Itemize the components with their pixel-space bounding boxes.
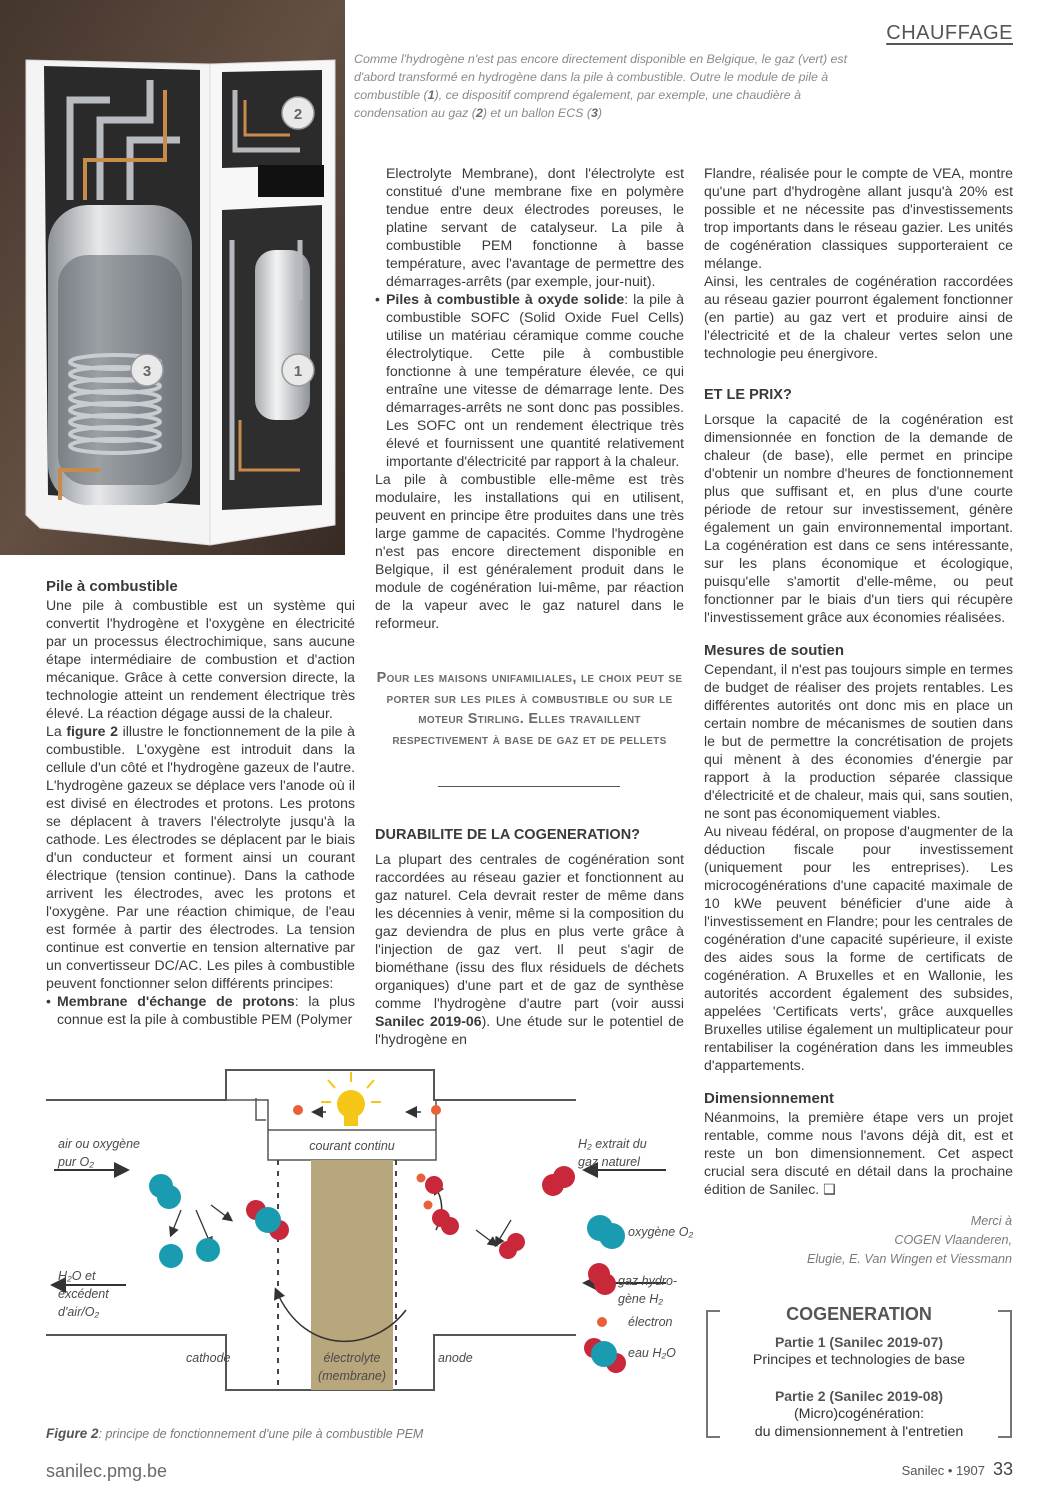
thanks-line: Elugie, E. Van Wingen et Viessmann: [806, 1252, 1012, 1266]
paragraph: Cependant, il n'est pas toujours simple en termes de budget de réaliser des projets rentables. Les différentes autorités ont donc mis en place un certain nombre de mécanismes de soutien dans le but de permettre la concrétisation de projets qui mènent à des économies d'énergie par rapport à la production séparée classique d'électricité et de chaleur, mais qui, sans soutien, ne sont pas économiquement viables.: [704, 661, 1013, 821]
paragraph: Ainsi, les centrales de cogénération raccordées au réseau gazier pourront également fonctionner (en partie) au gaz vert et produire ainsi de l'électricité et de la chaleur vertes selon une technologie peu énergivore.: [704, 273, 1013, 361]
pull-quote-rule: [438, 786, 620, 787]
svg-text:pur O₂: pur O₂: [58, 1155, 95, 1169]
photo-caption: Comme l'hydrogène n'est pas encore directement disponible en Belgique, le gaz (vert) est d'abord transformé en hydrogène dans la pile à combustible. Outre le module de pile à combustible (1), ce dispositif comprend également, par exemple, une chaudière à condensation au gaz (2) et un ballon ECS (3): [354, 52, 848, 120]
issue-label: Sanilec • 1907: [901, 1463, 985, 1478]
svg-text:gaz naturel: gaz naturel: [578, 1155, 640, 1169]
fuel-cell-diagram: [46, 1060, 696, 1420]
column-1: [46, 578, 355, 1028]
page-footer: [902, 1459, 1013, 1480]
bullet-pem: • Membrane d'échange de protons: la plus connue est la pile à combustible PEM (Polymer: [46, 992, 355, 1028]
product-photo: [0, 0, 345, 555]
bullet-list: [375, 290, 684, 470]
heading-pile-combustible: Pile à combustible: [46, 578, 178, 595]
part2-line1: (Micro)cogénération:: [793, 1406, 925, 1422]
heading-prix: ET LE PRIX?: [704, 387, 792, 403]
svg-text:d'air/O₂: d'air/O₂: [58, 1305, 100, 1319]
badge-3: [131, 354, 163, 386]
svg-text:2: 2: [293, 106, 303, 123]
paragraph: Lorsque la capacité de la cogénération est dimensionnée en fonction de la demande de chaleur (de base), elle permet en principe d'obtenir un nombre d'heures de fonctionnement plus que suffisant et, en plus d'une courte période de retour sur investissement, génère également un gain environnemental important. La cogénération est dans ce sens intéressante, sur les plans économique et écologique, puisqu'elle s'amortit d'elle-même, ou peut fonctionner par le biais d'un tiers qui récupère l'investissement grâce aux économies réalisées.: [704, 411, 1013, 625]
column-3: [704, 164, 1013, 1198]
thanks-line: COGEN Vlaanderen,: [894, 1233, 1012, 1247]
svg-text:électron: électron: [628, 1315, 673, 1329]
part2-line2: du dimensionnement à l'entretien: [754, 1424, 964, 1440]
heading-soutien: Mesures de soutien: [704, 642, 845, 659]
column-2-lower: [375, 826, 684, 1048]
website-link[interactable]: sanilec.pmg.be: [46, 1461, 168, 1481]
part1-title: Partie 1 (Sanilec 2019-07): [774, 1334, 944, 1350]
svg-text:H₂ extrait du: H₂ extrait du: [578, 1137, 647, 1151]
paragraph: Au niveau fédéral, on propose d'augmenter de la déduction fiscale pour investissement (uniquement pour les entreprises). Les microcogénérations d'une capacité maximale de 10 kWe peuvent bénéficier d'une aide à l'investissement en Flandre; pour les centrales de cogénération d'une capacité supérieure, il existe des aides sous la forme de certificats de cogénération. A Bruxelles et en Wallonie, les autorités accordent également des subsides, appelées 'Certificats verts', grâce auxquelles Bruxelles utilise également un multiplicateur pour rentabiliser la cogénération dans les immeubles d'appartements.: [704, 823, 1013, 1073]
part1-line: Principes et technologies de base: [752, 1352, 966, 1368]
oxygen-atom: [196, 1238, 220, 1262]
bracket-right: [998, 1310, 1012, 1438]
paragraph: Néanmoins, la première étape vers un projet rentable, comme nous l'avons déjà dit, est et reste un bon dimensionnement. Cet aspect crucial sera discuté en détail dans la prochaine édition de Sanilec. ❑: [704, 1109, 1013, 1197]
svg-text:courant continu: courant continu: [309, 1139, 395, 1153]
series-box: [706, 1306, 1012, 1440]
hydrogen-molecule: [432, 1209, 459, 1235]
bracket-left: [706, 1310, 720, 1438]
svg-text:eau H₂O: eau H₂O: [628, 1346, 676, 1360]
bullet-list: [46, 992, 355, 1028]
badge-1: [282, 354, 314, 386]
legend-hydrogen-icon: [588, 1263, 616, 1295]
paragraph: La plupart des centrales de cogénération sont raccordées au réseau gazier et fonctionnent au gaz naturel. Cela devrait rester de même dans les décennies à venir, même si la composition du gaz deviendra de plus en plus verte grâce à l'injection de gaz vert. Il peut s'agir de biométhane (issu des flux résiduels de déchets organiques) d'une part et de gaz de synthèse comme l'hydrogène d'autre part (voir aussi Sanilec 2019-06). Une étude sur le potentiel de l'hydrogène en: [375, 851, 684, 1047]
svg-text:H₂O et: H₂O et: [58, 1269, 96, 1283]
svg-text:(membrane): (membrane): [317, 1369, 387, 1383]
svg-text:anode: anode: [438, 1351, 473, 1365]
acknowledgements: [760, 1212, 1012, 1269]
oxygen-molecule: [149, 1174, 181, 1209]
paragraph: La pile à combustible elle-même est très modulaire, les installations qui en utilisent, peuvent en principe être produites dans une très large gamme de capacités. Comme l'hydrogène n'est pas encore directement disponible en Belgique, il est généralement produit dans le module de cogénération lui-même, par réaction de la vapeur avec le gaz naturel dans le reformeur.: [375, 471, 684, 631]
svg-text:1: 1: [293, 363, 303, 380]
heading-durabilite: DURABILITE DE LA COGENERATION?: [375, 827, 641, 843]
legend-electron-icon: [597, 1317, 607, 1327]
water-molecule: [246, 1200, 289, 1240]
svg-text:3: 3: [142, 363, 152, 380]
pull-quote: Pour les maisons unifamiliales, le choix peut se porter sur les piles à combustible ou sur le moteur Stirling. Elles travaillent respectivement à base de gaz et de pellets: [376, 670, 683, 748]
column-2: [375, 164, 684, 632]
svg-text:excédent: excédent: [58, 1287, 109, 1301]
paragraph: Une pile à combustible est un système qui convertit l'hydrogène et l'oxygène en électricité par un processus électrochimique, sans aucune étape intermédiaire de combustion et d'action mécanique. Grâce à cette conversion directe, la technologie atteint un rendement électrique très élevé. La réaction dégage aussi de la chaleur.: [46, 597, 355, 721]
hydrogen-molecule: [542, 1166, 575, 1196]
svg-text:gène H₂: gène H₂: [618, 1292, 664, 1306]
svg-text:air ou oxygène: air ou oxygène: [58, 1137, 141, 1151]
series-title: COGENERATION: [786, 1304, 932, 1324]
part2-title: Partie 2 (Sanilec 2019-08): [774, 1388, 944, 1404]
legend-oxygen-icon: [587, 1215, 625, 1249]
thanks-line: Merci à: [970, 1214, 1012, 1228]
oxygen-atom: [159, 1244, 183, 1268]
heading-dimensionnement: Dimensionnement: [704, 1090, 835, 1107]
legend-water-icon: [584, 1338, 626, 1373]
svg-text:cathode: cathode: [186, 1351, 231, 1365]
figure-caption: Figure 2: principe de fonctionnement d'une pile à combustible PEM: [46, 1426, 424, 1441]
svg-text:oxygène O₂: oxygène O₂: [628, 1225, 694, 1239]
paragraph: Flandre, réalisée pour le compte de VEA, montre qu'une part d'hydrogène allant jusqu'à 20% est possible et ne nécessite pas d'investissements trop importants dans le réseau gazier. Les unités de cogénération classiques supporteraient ce mélange.: [704, 165, 1013, 271]
svg-text:gaz hydro-: gaz hydro-: [618, 1274, 678, 1288]
light-bulb-icon: [321, 1072, 381, 1126]
paragraph: Electrolyte Membrane), dont l'électrolyte est constitué d'une membrane fixe en polymère tendue entre deux électrodes poreuses, le platine servant de catalyseur. La pile à combustible PEM fonctionne à basse température, avec l'avantage de permettre des démarrages-arrêts (par exemple, jour-nuit).: [386, 165, 684, 289]
section-tag: CHAUFFAGE: [886, 22, 1013, 44]
bullet-sofc: • Piles à combustible à oxyde solide: la pile à combustible SOFC (Solid Oxide Fuel Cells) utilise un matériau céramique comme couche électrolytique. Cette pile à combustible fonctionne à une température élevée, ce qui entraîne une vitesse de démarrage lente. Des démarrages-arrêts ne sont donc pas possibles. Les SOFC ont un rendement électrique très élevé et fournissent une quantité relativement importante d'électricité par rapport à la chaleur.: [375, 290, 684, 470]
paragraph: La figure 2 illustre le fonctionnement de la pile à combustible. L'oxygène est introduit dans la cellule d'un côté et l'hydrogène gazeux de l'autre. L'hydrogène gazeux se déplace vers l'anode où il est divisé en électrodes et protons. Les protons se déplacent à travers l'électrolyte jusqu'à la cathode. Les électrodes se déplacent par le biais d'un conducteur et forment ainsi un courant électrique (tension continue). Dans la cathode arrivent les électrodes, avec les protons et l'oxygène. Par une réaction chimique, de l'eau est formée à partir des électrodes. La tension continue est convertie en tension alternative par un convertisseur DC/AC. Les piles à combustible peuvent fonctionner selon différents principes:: [46, 723, 355, 991]
svg-text:électrolyte: électrolyte: [323, 1351, 381, 1365]
badge-2: [282, 97, 314, 129]
page-number: 33: [992, 1459, 1013, 1479]
